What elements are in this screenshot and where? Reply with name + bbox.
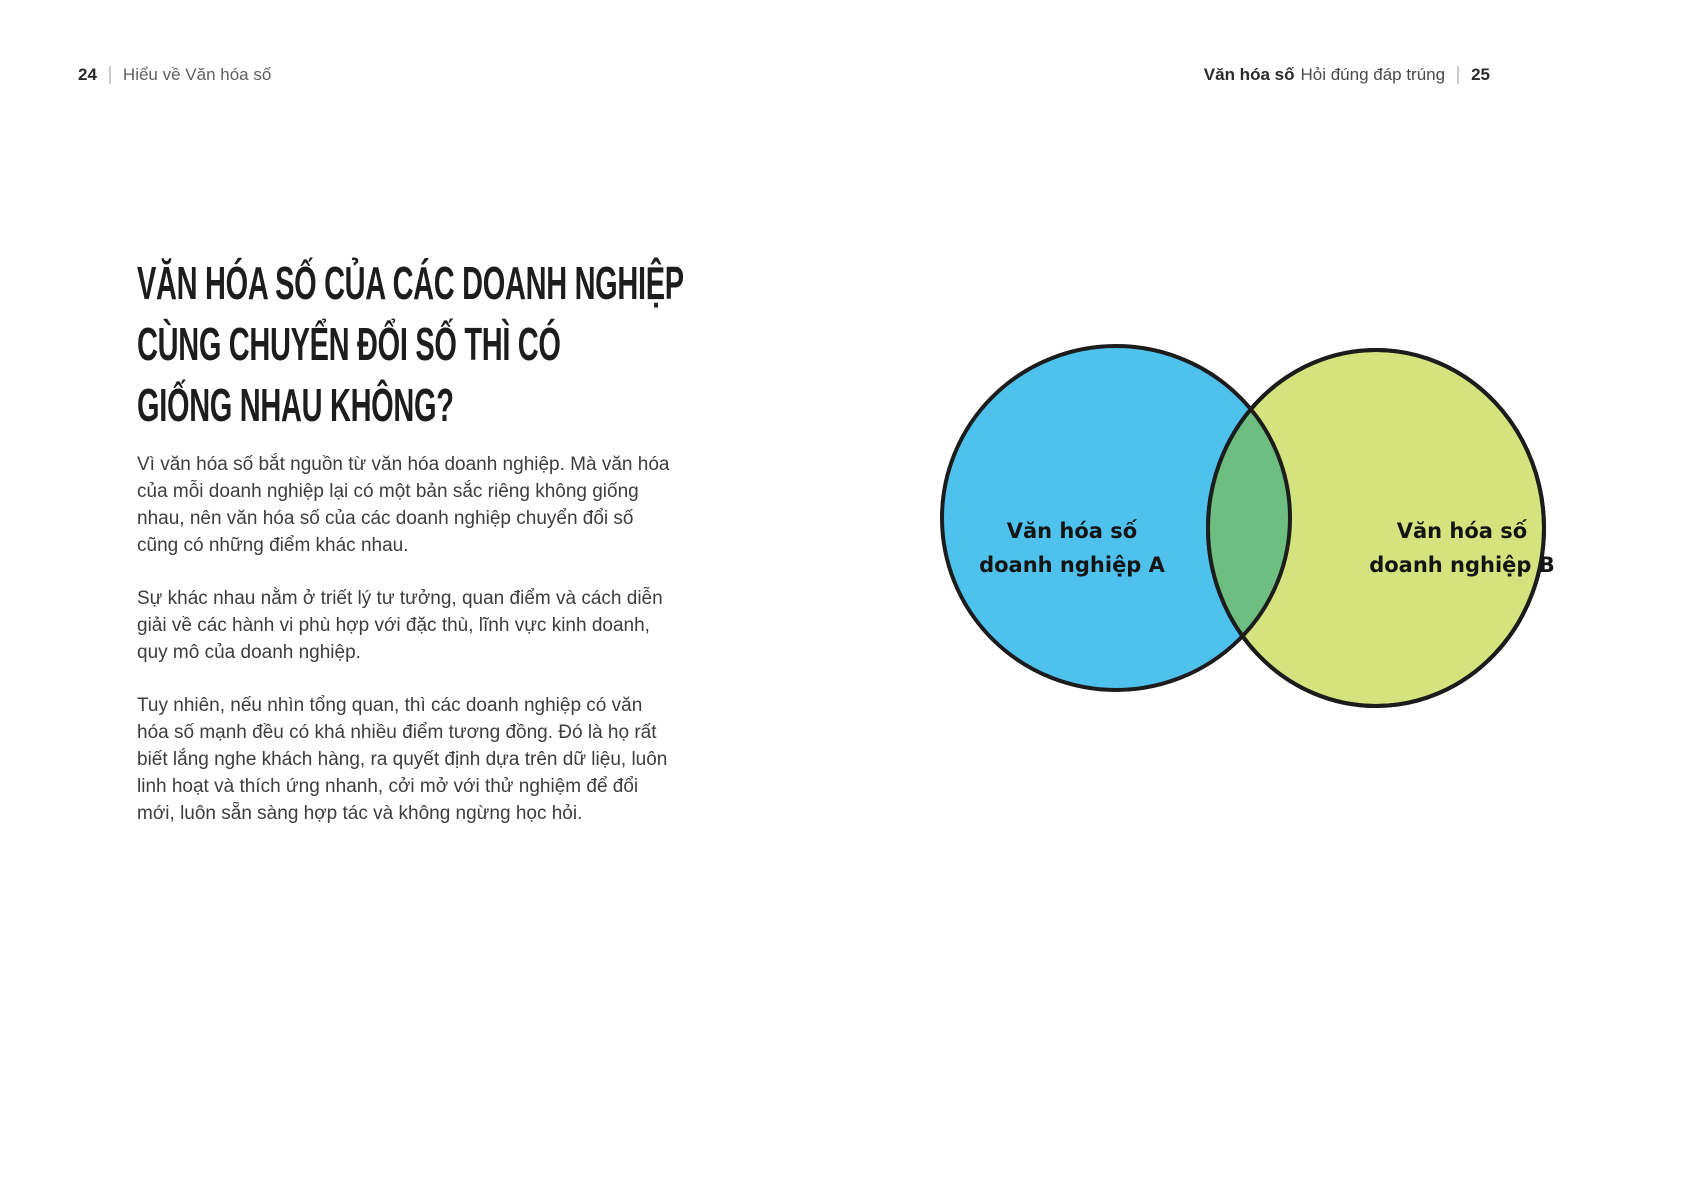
venn-diagram (860, 330, 1580, 730)
venn-label-a-line2: doanh nghiệp A (979, 553, 1165, 577)
paragraph-1: Vì văn hóa số bắt nguồn từ văn hóa doanh nghiệp. Mà văn hóa của mỗi doanh nghiệp lại có một bản sắc riêng không giống nhau, nên văn hóa số của các doanh nghiệp chuyển đổi số cũng có những điểm khác nhau. (137, 454, 670, 556)
series-subtitle: Hỏi đúng đáp trúng (1300, 65, 1446, 84)
right-page-number: 25 (1471, 65, 1490, 84)
left-page-header (78, 64, 271, 86)
paragraph-2: Sự khác nhau nằm ở triết lý tư tưởng, quan điểm và cách diễn giải về các hành vi phù hợp với đặc thù, lĩnh vực kinh doanh, quy mô của doanh nghiệp. (137, 588, 663, 663)
paragraph-3: Tuy nhiên, nếu nhìn tổng quan, thì các doanh nghiệp có văn hóa số mạnh đều có khá nhiều điểm tương đồng. Đó là họ rất biết lắng nghe khách hàng, ra quyết định dựa trên dữ liệu, luôn linh hoạt và thích ứng nhanh, cởi mở với thử nghiệm để đổi mới, luôn sẵn sàng hợp tác và không ngừng học hỏi. (137, 695, 668, 824)
book-title: Hiểu về Văn hóa số (122, 65, 272, 84)
venn-label-a-line1: Văn hóa số (1006, 519, 1138, 543)
venn-label-b-line2: doanh nghiệp B (1369, 553, 1555, 577)
heading-line-2: CÙNG CHUYỂN ĐỔI SỐ THÌ CÓ (137, 318, 561, 370)
header-divider (109, 66, 111, 84)
venn-svg (860, 330, 1580, 730)
header-divider (1457, 66, 1459, 84)
heading-line-1: VĂN HÓA SỐ CỦA CÁC DOANH NGHIỆP (137, 257, 684, 309)
venn-label-b-line1: Văn hóa số (1396, 519, 1528, 543)
series-title: Văn hóa số (1203, 65, 1295, 84)
article-body (137, 451, 677, 853)
heading-line-3: GIỐNG NHAU KHÔNG? (137, 379, 454, 431)
left-page-number: 24 (78, 65, 97, 84)
right-page-header (1204, 64, 1490, 86)
